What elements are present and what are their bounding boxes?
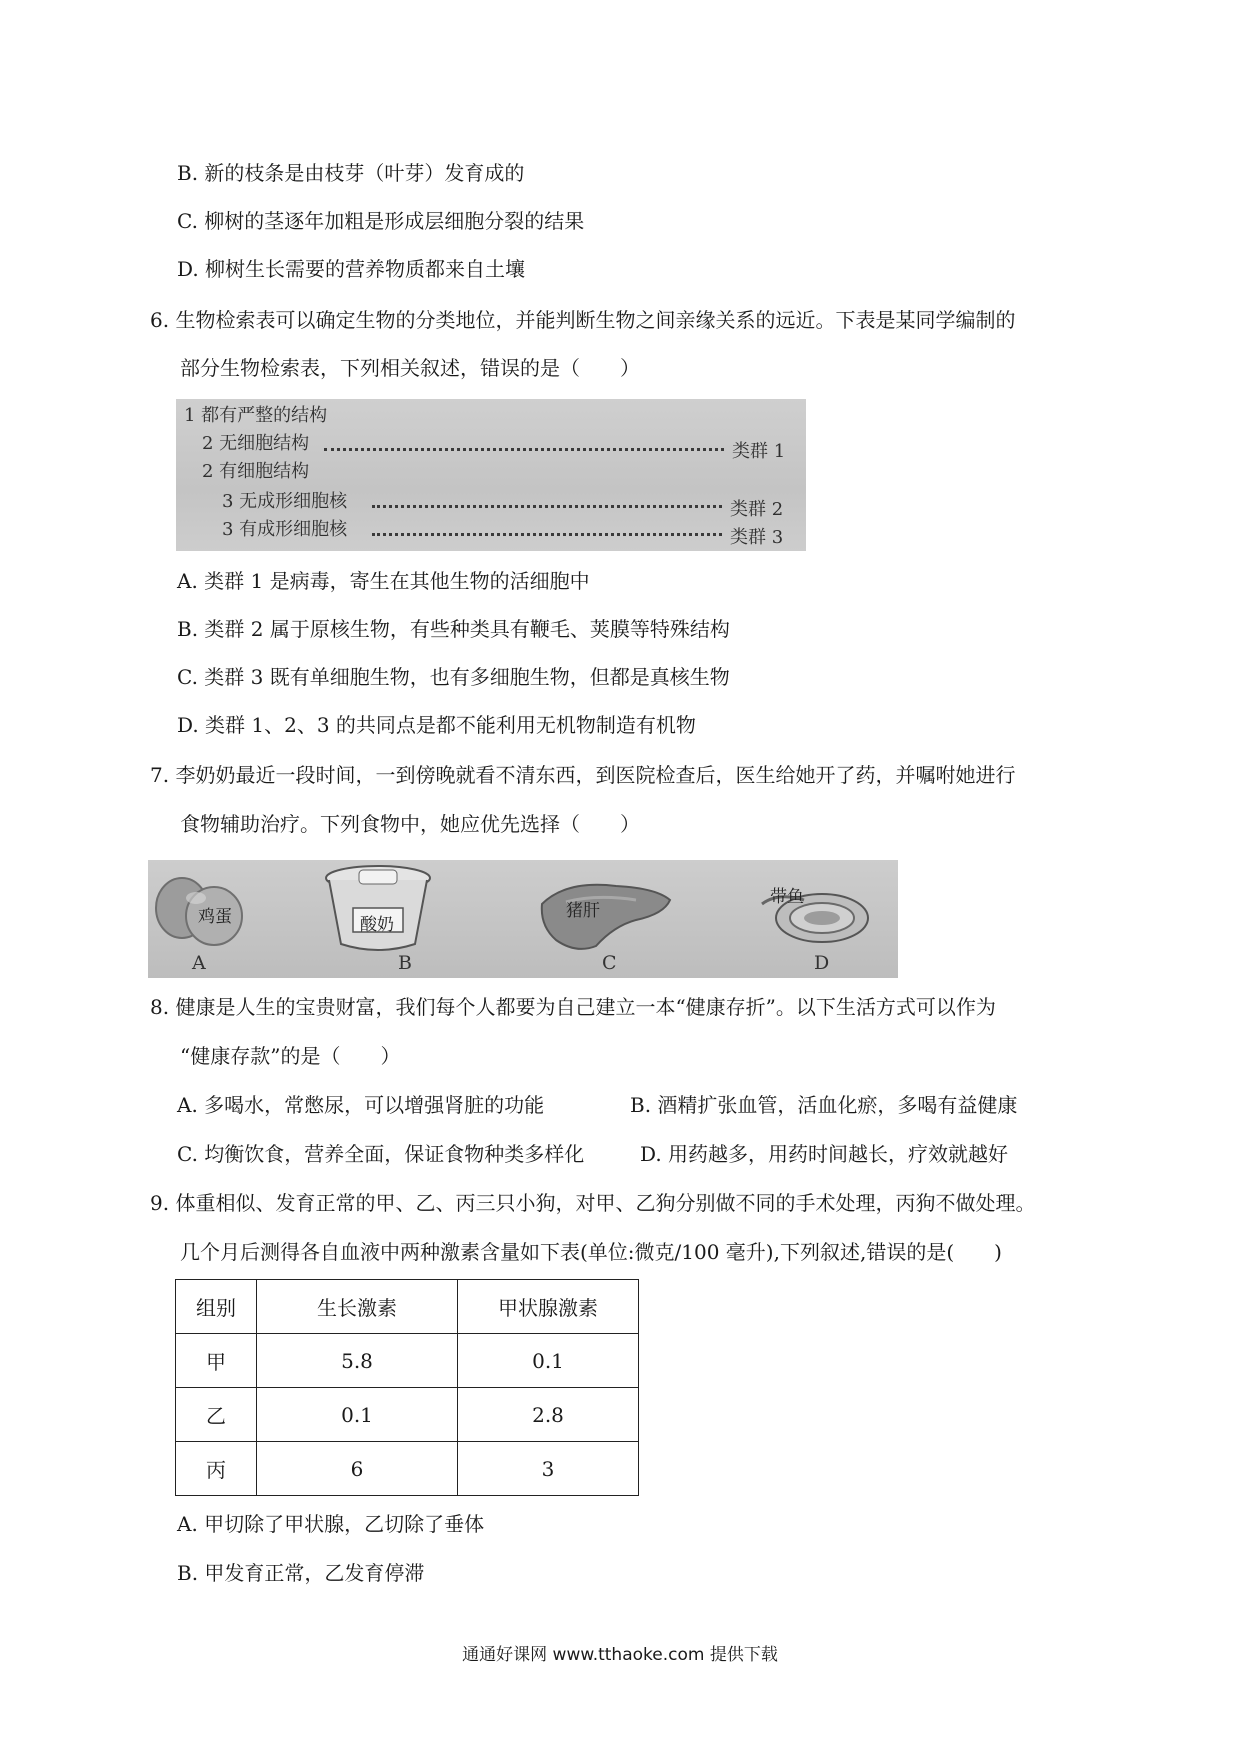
q7-stem-line2: 食物辅助治疗。下列食物中，她应优先选择（ ） <box>180 812 640 836</box>
table-header: 甲状腺激素 <box>458 1280 639 1334</box>
q8-option-c: C. 均衡饮食，营养全面，保证食物种类多样化 <box>177 1142 585 1166</box>
q5-option-d: D. 柳树生长需要的营养物质都来自土壤 <box>177 257 526 281</box>
table-row <box>176 1442 639 1496</box>
q8-option-a: A. 多喝水，常憋尿，可以增强肾脏的功能 <box>177 1093 545 1117</box>
table-cell: 6 <box>257 1442 458 1496</box>
table-cell: 0.1 <box>257 1388 458 1442</box>
q6-option-d: D. 类群 1、2、3 的共同点是都不能利用无机物制造有机物 <box>177 713 696 737</box>
food-letter-c: C <box>602 952 617 974</box>
key-row-4: 3 无成形细胞核 <box>222 491 348 512</box>
hormone-table <box>175 1279 639 1496</box>
food-letter-a: A <box>192 952 206 974</box>
q8-stem-line1: 8. 健康是人生的宝贵财富，我们每个人都要为自己建立一本“健康存折”。以下生活方式可以作为 <box>150 995 996 1019</box>
table-cell: 丙 <box>176 1442 257 1496</box>
page-footer: 通通好课网 www.tthaoke.com 提供下载 <box>462 1645 778 1665</box>
table-cell: 3 <box>458 1442 639 1496</box>
food-options-image <box>148 860 898 978</box>
food-label-b: 酸奶 <box>360 915 394 935</box>
key-dotted-leader <box>372 505 722 508</box>
table-row <box>176 1334 639 1388</box>
q6-option-b: B. 类群 2 属于原核生物，有些种类具有鞭毛、荚膜等特殊结构 <box>177 617 730 641</box>
q9-option-b: B. 甲发育正常，乙发育停滞 <box>177 1561 425 1585</box>
q5-option-b: B. 新的枝条是由枝芽（叶芽）发育成的 <box>177 161 525 185</box>
key-row-3: 2 有细胞结构 <box>202 461 310 482</box>
q8-option-d: D. 用药越多，用药时间越长，疗效就越好 <box>640 1142 1009 1166</box>
q9-option-a: A. 甲切除了甲状腺，乙切除了垂体 <box>177 1512 485 1536</box>
q8-option-b: B. 酒精扩张血管，活血化瘀，多喝有益健康 <box>630 1093 1018 1117</box>
food-letter-b: B <box>398 952 412 974</box>
food-label-c: 猪肝 <box>566 901 600 921</box>
table-cell: 乙 <box>176 1388 257 1442</box>
table-header-row <box>176 1280 639 1334</box>
key-row-5: 3 有成形细胞核 <box>222 519 348 540</box>
key-row-2: 2 无细胞结构 <box>202 433 310 454</box>
key-result-1: 类群 1 <box>732 441 786 462</box>
q9-stem-line2: 几个月后测得各自血液中两种激素含量如下表(单位:微克/100 毫升),下列叙述,错误的是( ) <box>180 1240 1002 1264</box>
key-row-1: 1 都有严整的结构 <box>184 405 328 426</box>
q7-stem-line1: 7. 李奶奶最近一段时间，一到傍晚就看不清东西，到医院检查后，医生给她开了药，并嘱咐她进行 <box>150 763 1016 787</box>
q8-stem-line2: “健康存款”的是（ ） <box>180 1044 401 1068</box>
q5-option-c: C. 柳树的茎逐年加粗是形成层细胞分裂的结果 <box>177 209 585 233</box>
table-header: 生长激素 <box>257 1280 458 1334</box>
q6-stem-line2: 部分生物检索表，下列相关叙述，错误的是（ ） <box>180 356 640 380</box>
food-letter-d: D <box>814 952 830 974</box>
yogurt-cup-icon <box>323 864 433 954</box>
table-cell: 0.1 <box>458 1334 639 1388</box>
table-cell: 2.8 <box>458 1388 639 1442</box>
table-header: 组别 <box>176 1280 257 1334</box>
q6-option-c: C. 类群 3 既有单细胞生物，也有多细胞生物，但都是真核生物 <box>177 665 730 689</box>
key-result-2: 类群 2 <box>730 499 784 520</box>
table-cell: 5.8 <box>257 1334 458 1388</box>
q6-stem-line1: 6. 生物检索表可以确定生物的分类地位，并能判断生物之间亲缘关系的远近。下表是某同学编制的 <box>150 308 1016 332</box>
pork-liver-icon <box>536 874 676 954</box>
classification-key-image <box>176 399 806 551</box>
key-dotted-leader <box>372 533 722 536</box>
q6-option-a: A. 类群 1 是病毒，寄生在其他生物的活细胞中 <box>177 569 590 593</box>
table-cell: 甲 <box>176 1334 257 1388</box>
key-result-3: 类群 3 <box>730 527 784 548</box>
key-dotted-leader <box>324 448 724 451</box>
food-label-d: 带鱼 <box>770 887 804 907</box>
q9-stem-line1: 9. 体重相似、发育正常的甲、乙、丙三只小狗，对甲、乙狗分别做不同的手术处理，丙狗不做处理。 <box>150 1191 1036 1215</box>
food-label-a: 鸡蛋 <box>198 907 232 927</box>
table-row <box>176 1388 639 1442</box>
